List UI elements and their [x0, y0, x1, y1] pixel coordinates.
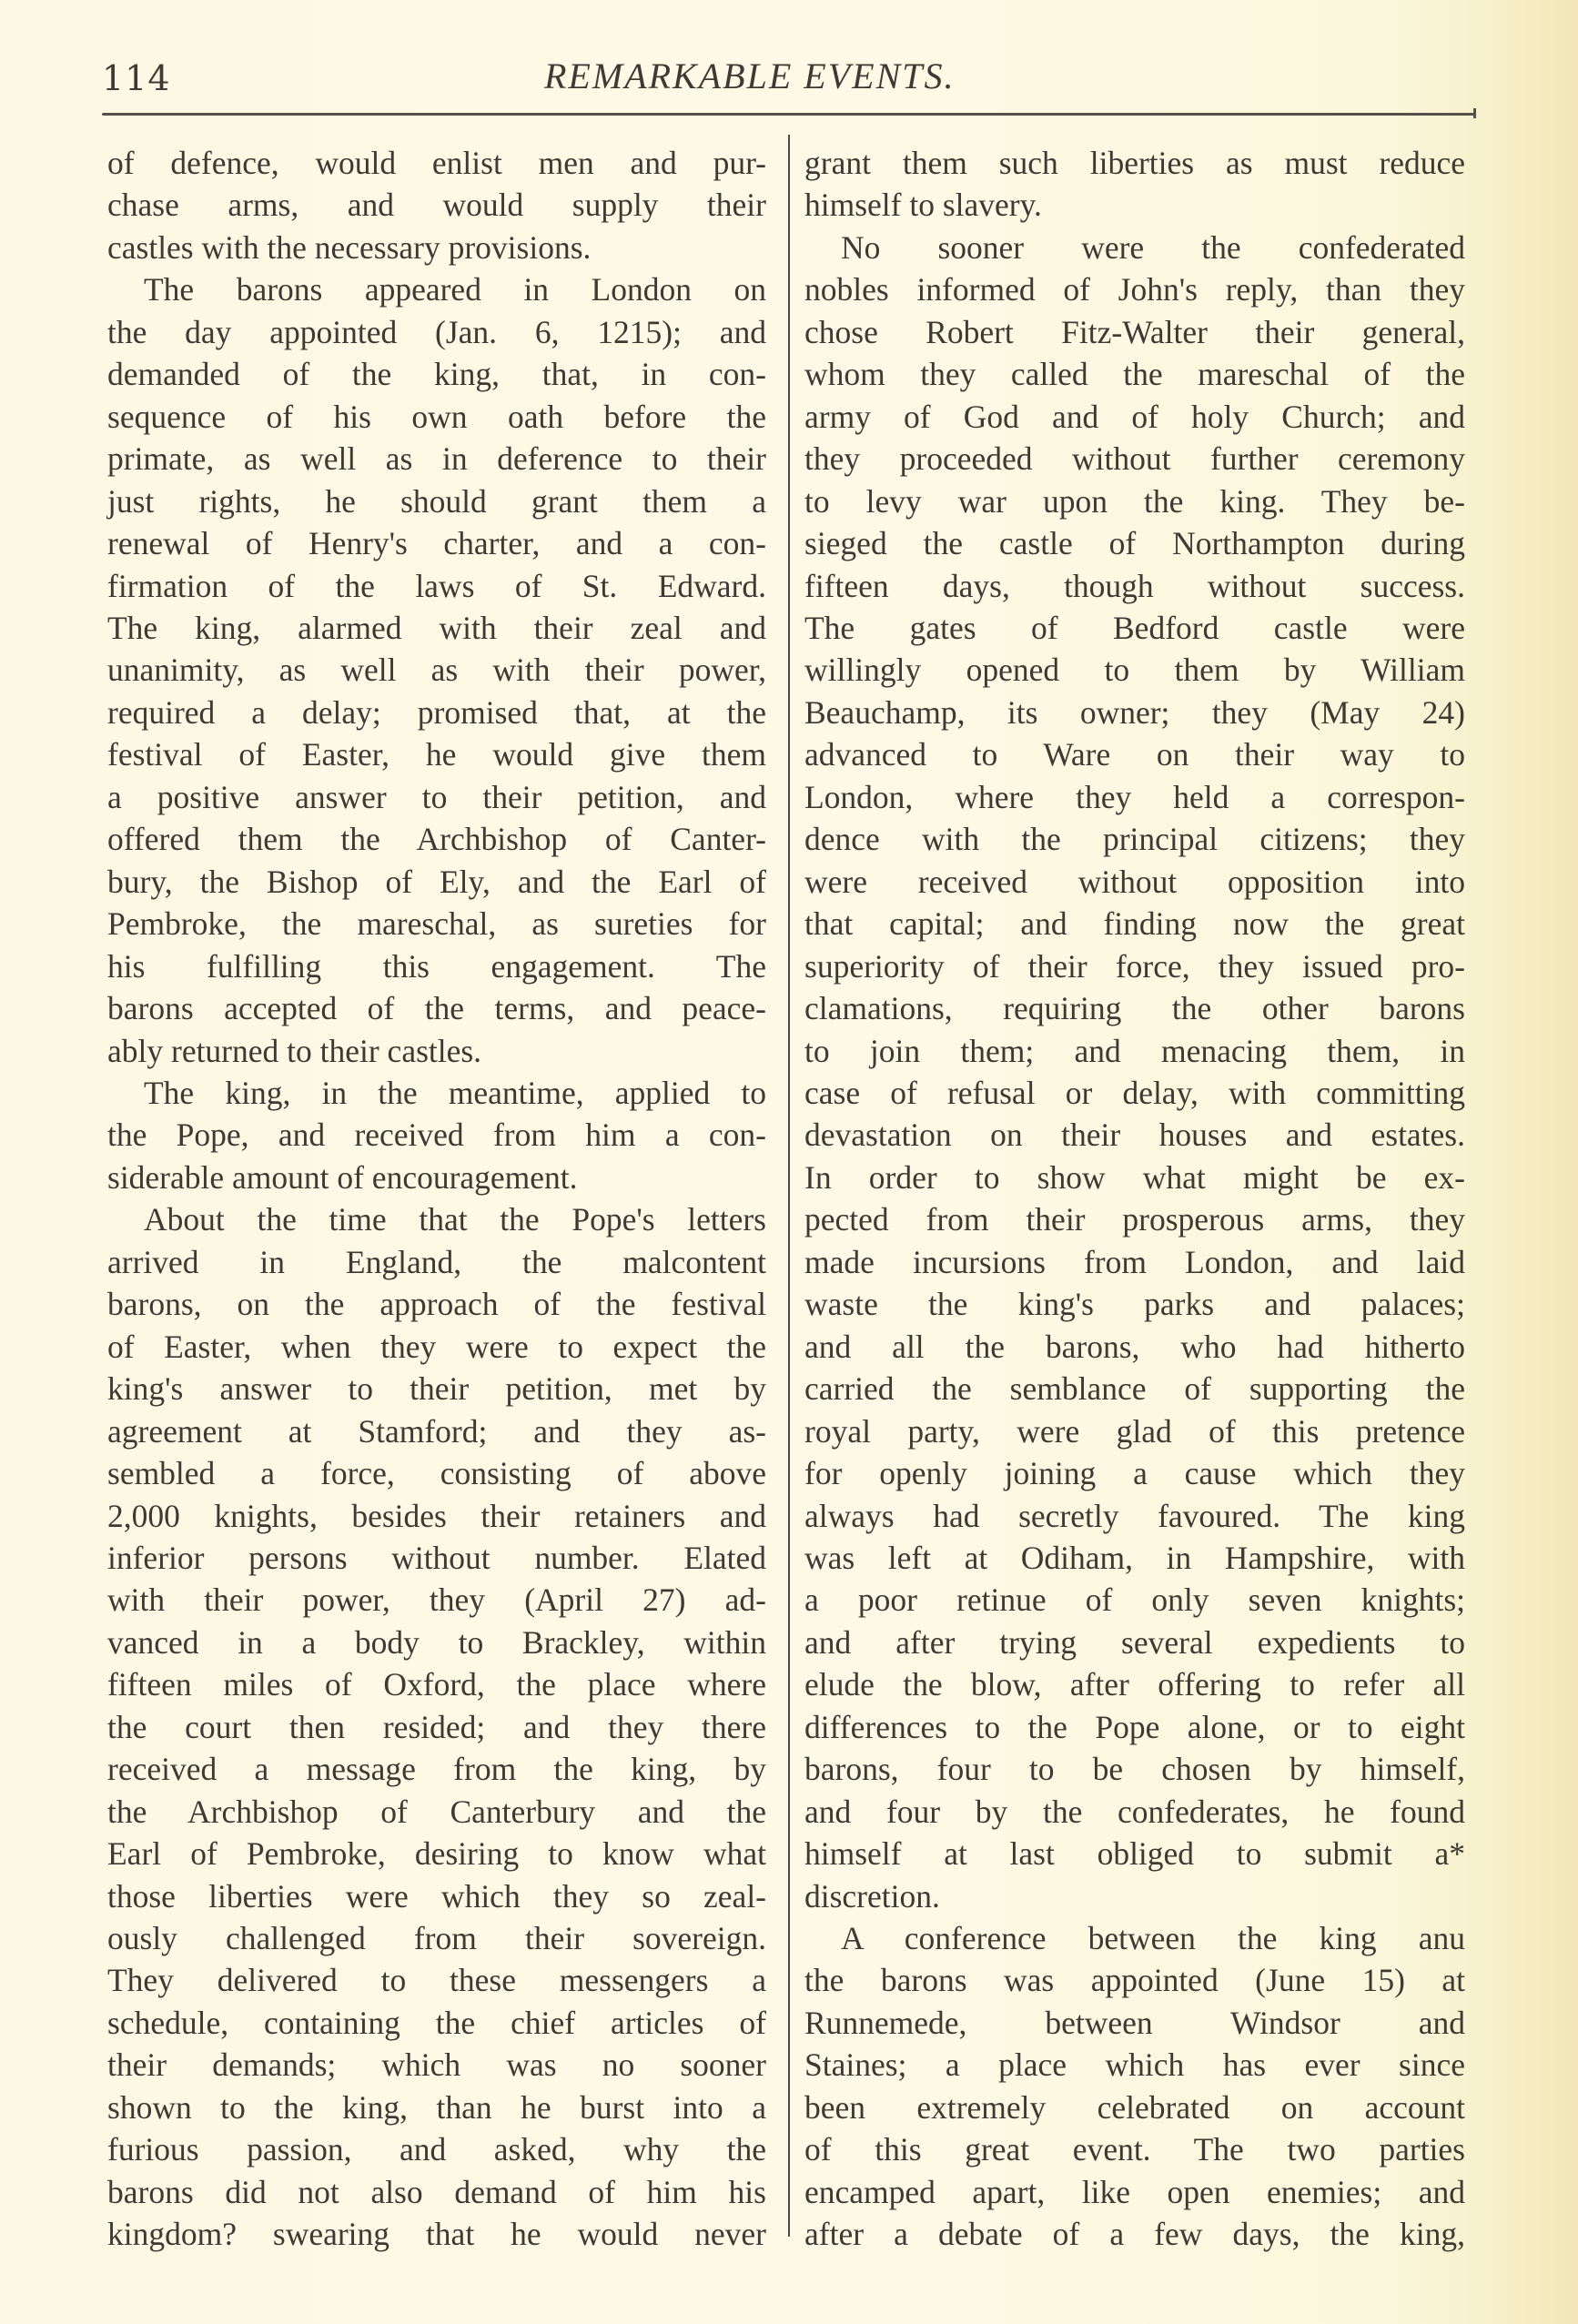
text-line: king's answer to their petition, met by [107, 1370, 766, 1408]
text-line: No sooner were the confederated [841, 228, 1465, 266]
running-title: REMARKABLE EVENTS. [544, 56, 956, 96]
text-line: differences to the Pope alone, or to eight [804, 1708, 1465, 1745]
text-line: carried the semblance of supporting the [804, 1370, 1465, 1408]
text-line: The gates of Bedford castle were [804, 609, 1465, 646]
text-line: clamations, requiring the other barons [804, 990, 1465, 1027]
text-line: always had secretly favoured. The king [804, 1497, 1465, 1534]
text-line: army of God and of holy Church; and [804, 398, 1465, 435]
text-line: furious passion, and asked, why the [107, 2131, 766, 2168]
text-line: unanimity, as well as with their power, [107, 652, 766, 689]
text-line: a positive answer to their petition, and [107, 778, 766, 815]
text-line: and after trying several expedients to [804, 1623, 1465, 1661]
text-line: grant them such liberties as must reduce [804, 145, 1465, 181]
text-line: royal party, were glad of this pretence [804, 1412, 1465, 1450]
text-line: whom they called the mareschal of the [804, 356, 1465, 393]
text-line: offered them the Archbishop of Canter- [107, 821, 766, 858]
text-line: They delivered to these messengers a [107, 1962, 766, 1999]
text-line: with their power, they (April 27) ad- [107, 1581, 766, 1619]
text-line: they proceeded without further ceremony [804, 440, 1465, 478]
text-line: superiority of their force, they issued pro- [804, 947, 1465, 985]
text-line: festival of Easter, he would give them [107, 736, 766, 773]
text-line: to levy war upon the king. They be- [804, 482, 1465, 520]
text-line: Pembroke, the mareschal, as sureties for [107, 905, 766, 943]
text-line: Staines; a place which has ever since [804, 2046, 1465, 2084]
text-line: sequence of his own oath before the [107, 398, 766, 435]
text-line: demanded of the king, that, in con- [107, 356, 766, 393]
text-line: to join them; and menacing them, in [804, 1032, 1465, 1069]
text-line: case of refusal or delay, with committing [804, 1074, 1465, 1111]
text-line: vanced in a body to Brackley, within [107, 1623, 766, 1661]
text-line: ably returned to their castles. [107, 1032, 482, 1069]
text-line: inferior persons without number. Elated [107, 1539, 766, 1576]
text-line: those liberties were which they so zeal- [107, 1877, 766, 1915]
text-line: firmation of the laws of St. Edward. [107, 567, 766, 604]
text-line: advanced to Ware on their way to [804, 736, 1465, 773]
text-line: In order to show what might be ex- [804, 1158, 1465, 1196]
text-line: the barons was appointed (June 15) at [804, 1962, 1465, 1999]
text-line: barons accepted of the terms, and peace- [107, 990, 766, 1027]
text-line: Runnemede, between Windsor and [804, 2004, 1465, 2041]
text-line: About the time that the Pope's letters [144, 1201, 766, 1238]
text-line: dence with the principal citizens; they [804, 821, 1465, 858]
page-number: 114 [102, 58, 171, 98]
text-line: just rights, he should grant them a [107, 482, 766, 520]
text-line: devastation on their houses and estates. [804, 1117, 1465, 1154]
header-rule [102, 113, 1474, 116]
text-line: primate, as well as in deference to their [107, 440, 766, 478]
text-line: barons, four to be chosen by himself, [804, 1751, 1465, 1788]
right-column [804, 142, 1465, 2256]
text-line: the Archbishop of Canterbury and the [107, 1793, 766, 1830]
text-line: fifteen days, though without success. [804, 567, 1465, 604]
text-line: made incursions from London, and laid [804, 1243, 1465, 1280]
column-divider [788, 135, 790, 2237]
text-line: The king, in the meantime, applied to [144, 1074, 766, 1111]
text-line: A conference between the king anu [841, 1920, 1465, 1957]
text-line: fifteen miles of Oxford, the place where [107, 1666, 766, 1703]
text-line: were received without opposition into [804, 863, 1465, 900]
text-line: bury, the Bishop of Ely, and the Earl of [107, 863, 766, 900]
text-line: sieged the castle of Northampton during [804, 525, 1465, 562]
text-line: nobles informed of John's reply, than they [804, 271, 1465, 308]
text-line: Beauchamp, its owner; they (May 24) [804, 693, 1465, 731]
text-line: barons did not also demand of him his [107, 2173, 766, 2210]
text-line: himself to slavery. [804, 187, 1042, 224]
text-line: of this great event. The two parties [804, 2131, 1465, 2168]
text-line: for openly joining a cause which they [804, 1455, 1465, 1492]
left-column [107, 142, 766, 2256]
text-line: received a message from the king, by [107, 1751, 766, 1788]
text-line: London, where they held a correspon- [804, 778, 1465, 815]
text-line: of Easter, when they were to expect the [107, 1328, 766, 1365]
text-line: renewal of Henry's charter, and a con- [107, 525, 766, 562]
text-line: himself at last obliged to submit a* [804, 1835, 1465, 1873]
text-line: siderable amount of encouragement. [107, 1158, 578, 1196]
text-line: chase arms, and would supply their [107, 187, 766, 224]
text-line: and four by the confederates, he found [804, 1793, 1465, 1830]
text-line: required a delay; promised that, at the [107, 693, 766, 731]
text-line: his fulfilling this engagement. The [107, 947, 766, 985]
text-line: been extremely celebrated on account [804, 2088, 1465, 2126]
text-line: their demands; which was no sooner [107, 2046, 766, 2084]
text-line: was left at Odiham, in Hampshire, with [804, 1539, 1465, 1576]
text-line: that capital; and finding now the great [804, 905, 1465, 943]
text-line: elude the blow, after offering to refer all [804, 1666, 1465, 1703]
text-line: schedule, containing the chief articles of [107, 2004, 766, 2041]
text-line: kingdom? swearing that he would never [107, 2216, 766, 2253]
text-line: the Pope, and received from him a con- [107, 1117, 766, 1154]
text-line: the day appointed (Jan. 6, 1215); and [107, 313, 766, 350]
text-line: ously challenged from their sovereign. [107, 1920, 766, 1957]
text-line: sembled a force, consisting of above [107, 1455, 766, 1492]
text-line: willingly opened to them by William [804, 652, 1465, 689]
text-line: chose Robert Fitz-Walter their general, [804, 313, 1465, 350]
text-line: The barons appeared in London on [144, 271, 766, 308]
text-line: and all the barons, who had hitherto [804, 1328, 1465, 1365]
text-line: pected from their prosperous arms, they [804, 1201, 1465, 1238]
text-line: The king, alarmed with their zeal and [107, 609, 766, 646]
text-line: of defence, would enlist men and pur- [107, 145, 766, 181]
text-line: 2,000 knights, besides their retainers and [107, 1497, 766, 1534]
text-line: barons, on the approach of the festival [107, 1286, 766, 1323]
text-line: agreement at Stamford; and they as- [107, 1412, 766, 1450]
text-line: arrived in England, the malcontent [107, 1243, 766, 1280]
text-line: waste the king's parks and palaces; [804, 1286, 1465, 1323]
text-line: discretion. [804, 1877, 940, 1915]
text-line: castles with the necessary provisions. [107, 228, 592, 266]
text-line: shown to the king, than he burst into a [107, 2088, 766, 2126]
text-line: after a debate of a few days, the king, [804, 2216, 1465, 2253]
text-line: a poor retinue of only seven knights; [804, 1581, 1465, 1619]
text-line: Earl of Pembroke, desiring to know what [107, 1835, 766, 1873]
text-line: the court then resided; and they there [107, 1708, 766, 1745]
text-line: encamped apart, like open enemies; and [804, 2173, 1465, 2210]
